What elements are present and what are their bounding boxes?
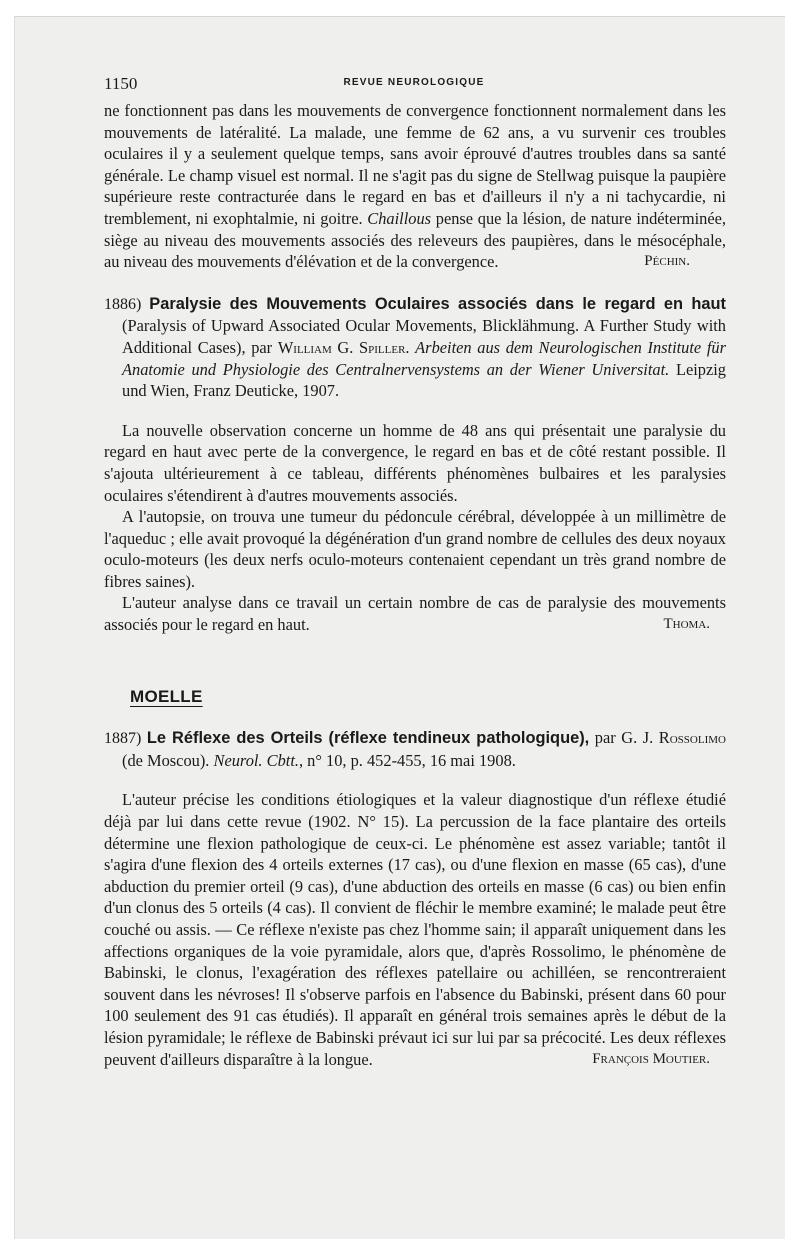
paragraph-3-text: L'auteur analyse dans ce travail un certain nombre de cas de paralysie des mouvements associés pour le regard en haut. xyxy=(104,593,726,635)
entry-journal: Arbeiten aus dem Neurologischen Institute für Anatomie und Physiologie des Centralnervensystems an der Wiener Universitat. xyxy=(122,337,726,379)
abstract-text-end: pense que la lésion, de nature indéterminée, siège au niveau des mouvements associés des releveurs des paupières, dans le mésocéphale, au niveau des mouvements d'élévation et de la convergence. xyxy=(104,208,726,272)
article-body xyxy=(104,100,726,1070)
entry-number: 1886) xyxy=(104,295,142,313)
entry-title: Le Réflexe des Orteils (réflexe tendineux pathologique), xyxy=(146,729,590,748)
signature-thoma: Thoma. xyxy=(663,616,710,633)
entry-author: William G. Spiller. xyxy=(277,337,410,357)
page-number: 1150 xyxy=(104,74,138,93)
entry-par: par xyxy=(594,728,616,748)
entry-title: Paralysie des Mouvements Oculaires associés dans le regard en haut xyxy=(149,294,726,313)
cited-author: Chaillous xyxy=(367,208,432,228)
entry-1886-paragraph-1: La nouvelle observation concerne un homme de 48 ans qui présentait une paralysie du regard en haut avec perte de la convergence, le regard en bas et de côté restant possible. Il s'ajouta ultérieurement à ce tableau, différents phénomènes bulbaires et les paralysies oculaires s'étendirent à d'autres mouvements associés. xyxy=(104,420,726,505)
signature-moutier: François Moutier. xyxy=(592,1050,710,1067)
running-title: REVUE NEUROLOGIQUE xyxy=(343,77,485,88)
entry-english-title: (Paralysis of Upward Associated Ocular Movements, Blicklähmung. A Further Study with Additional Cases), par xyxy=(122,316,726,357)
entry-journal: Neurol. Cbtt. xyxy=(213,750,299,770)
entry-publisher: Leipzig und Wien, Franz Deuticke, 1907. xyxy=(122,359,726,401)
entry-affiliation: (de Moscou). xyxy=(122,750,210,770)
paragraph-text: L'auteur précise les conditions étiologiques et la valeur diagnostique d'un réflexe étudié déjà par lui dans cette revue (1902. N° 15). La percussion de la face plantaire des orteils détermine une flexion pathologique de ceux-ci. Le phénomène est assez variable; tantôt il s'agira d'une flexion des 4 orteils externes (17 cas), ou d'une flexion en masse (65 cas), d'une abduction du premier orteil (9 cas), d'une abduction des orteils en masse (6 cas) ou bien enfin d'un clonus des 5 orteils (4 cas). Il convient de fléchir le membre examiné; le malade peut être couché ou assis. — Ce réflexe n'existe pas chez l'homme sain; il apparaît uniquement dans les affections organiques de la voie pyramidale, alors que, d'après Rossolimo, le phénomène de Babinski, le clonus, l'exagération des réflexes patellaire ou achilléen, se rencontreraient souvent dans les névroses! Il s'observe parfois en l'absence du Babinski, présent dans 60 pour 100 seulement des 91 cas étudiés). Il apparaît en général trois semaines après le début de la lésion pyramidale; le réflexe de Babinski prévaut ici sur lui par sa précocité. Les deux réflexes peuvent d'ailleurs disparaître à la longue. xyxy=(104,790,726,1069)
page-header xyxy=(104,74,724,94)
abstract-text-start: ne fonctionnent pas dans les mouvements de convergence fonctionnent normalement dans les mouvements de latéralité. La malade, une femme de 62 ans, a vu survenir ces troubles oculaires il y a seulement quelque temps, sans avoir éprouvé d'autres troubles dans sa santé générale. Le champ visuel est normal. Il ne s'agit pas du signe de Stellwag puisque la paupière supérieure reste contracturée dans le regard en bas et d'ailleurs il n'y a ni tachycardie, ni tremblement, ni exophtalmie, ni goitre. xyxy=(104,101,726,228)
entry-1886-heading xyxy=(104,293,726,402)
entry-number: 1887) xyxy=(104,730,142,748)
entry-1887-paragraph xyxy=(104,789,726,1070)
section-heading-moelle: MOELLE xyxy=(130,686,203,706)
entry-author: G. J. Rossolimo xyxy=(621,728,726,748)
entry-1886-paragraph-3 xyxy=(104,592,726,635)
continued-abstract xyxy=(104,100,726,273)
entry-1887-heading xyxy=(104,727,726,771)
entry-citation: , n° 10, p. 452-455, 16 mai 1908. xyxy=(298,750,516,770)
entry-1886-paragraph-2: A l'autopsie, on trouva une tumeur du pédoncule cérébral, développée à un millimètre de l'aqueduc ; elle avait provoqué la dégénération d'un grand nombre de cellules des deux noyaux oculo-moteurs (les deux nerfs oculo-moteurs contenaient cependant un très grand nombre de fibres saines). xyxy=(104,507,726,591)
signature-pechin: Péchin. xyxy=(644,253,690,270)
